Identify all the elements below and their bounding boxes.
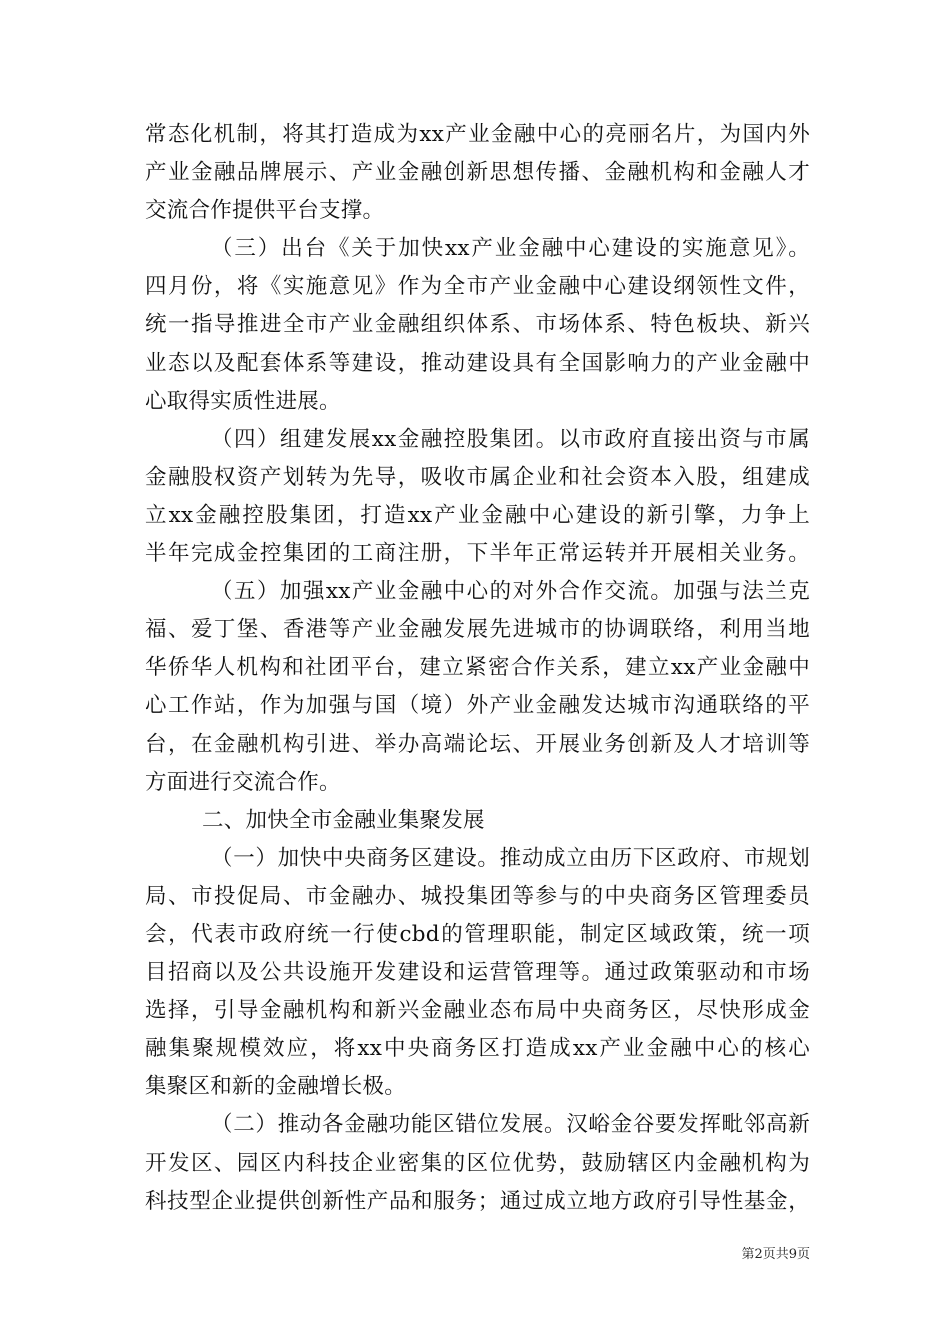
text-line-26: 集聚区和新的金融增长极。 bbox=[145, 1074, 407, 1100]
text-line-28: 开发区、园区内科技企业密集的区位优势，鼓励辖区内金融机构为 bbox=[145, 1150, 810, 1176]
text-line-25: 融集聚规模效应，将xx中央商务区打造成xx产业金融中心的核心 bbox=[145, 1036, 810, 1062]
text-line-20: （一）加快中央商务区建设。推动成立由历下区政府、市规划 bbox=[211, 845, 810, 871]
text-line-10: 金融股权资产划转为先导，吸收市属企业和社会资本入股，组建成 bbox=[145, 464, 810, 490]
text-line-24: 选择，引导金融机构和新兴金融业态布局中央商务区，尽快形成金 bbox=[145, 998, 810, 1024]
text-line-8: 心取得实质性进展。 bbox=[145, 388, 341, 414]
text-line-23: 目招商以及公共设施开发建设和运营管理等。通过政策驱动和市场 bbox=[145, 960, 810, 986]
text-line-6: 统一指导推进全市产业金融组织体系、市场体系、特色板块、新兴 bbox=[145, 312, 810, 338]
text-line-17: 台，在金融机构引进、举办高端论坛、开展业务创新及人才培训等 bbox=[145, 731, 810, 757]
text-line-11: 立xx金融控股集团，打造xx产业金融中心建设的新引擎，力争上 bbox=[145, 502, 810, 528]
text-line-2: 产业金融品牌展示、产业金融创新思想传播、金融机构和金融人才 bbox=[145, 160, 810, 186]
text-line-3: 交流合作提供平台支撑。 bbox=[145, 198, 385, 224]
section-heading: 二、加快全市金融业集聚发展 bbox=[202, 807, 485, 833]
text-line-12: 半年完成金控集团的工商注册，下半年正常运转并开展相关业务。 bbox=[145, 541, 810, 567]
text-line-21: 局、市投促局、市金融办、城投集团等参与的中央商务区管理委员 bbox=[145, 883, 810, 909]
page-number-footer: 第2页共9页 bbox=[741, 1247, 810, 1262]
document-body bbox=[145, 116, 810, 1221]
text-line-4: （三）出台《关于加快xx产业金融中心建设的实施意见》。 bbox=[211, 236, 810, 262]
text-line-16: 心工作站，作为加强与国（境）外产业金融发达城市沟通联络的平 bbox=[145, 693, 810, 719]
text-line-27: （二）推动各金融功能区错位发展。汉峪金谷要发挥毗邻高新 bbox=[211, 1112, 810, 1138]
text-line-1: 常态化机制，将其打造成为xx产业金融中心的亮丽名片，为国内外 bbox=[145, 122, 810, 147]
text-line-13: （五）加强xx产业金融中心的对外合作交流。加强与法兰克 bbox=[211, 579, 810, 605]
text-line-18: 方面进行交流合作。 bbox=[145, 769, 341, 795]
text-line-29: 科技型企业提供创新性产品和服务；通过成立地方政府引导性基金， bbox=[145, 1188, 810, 1214]
text-line-15: 华侨华人机构和社团平台，建立紧密合作关系，建立xx产业金融中 bbox=[145, 655, 810, 681]
text-line-5: 四月份，将《实施意见》作为全市产业金融中心建设纲领性文件， bbox=[145, 274, 810, 300]
text-line-14: 福、爱丁堡、香港等产业金融发展先进城市的协调联络，利用当地 bbox=[145, 617, 810, 643]
text-line-22: 会，代表市政府统一行使cbd的管理职能，制定区域政策，统一项 bbox=[145, 921, 810, 947]
text-line-9: （四）组建发展xx金融控股集团。以市政府直接出资与市属 bbox=[211, 426, 810, 452]
text-line-7: 业态以及配套体系等建设，推动建设具有全国影响力的产业金融中 bbox=[145, 350, 810, 376]
